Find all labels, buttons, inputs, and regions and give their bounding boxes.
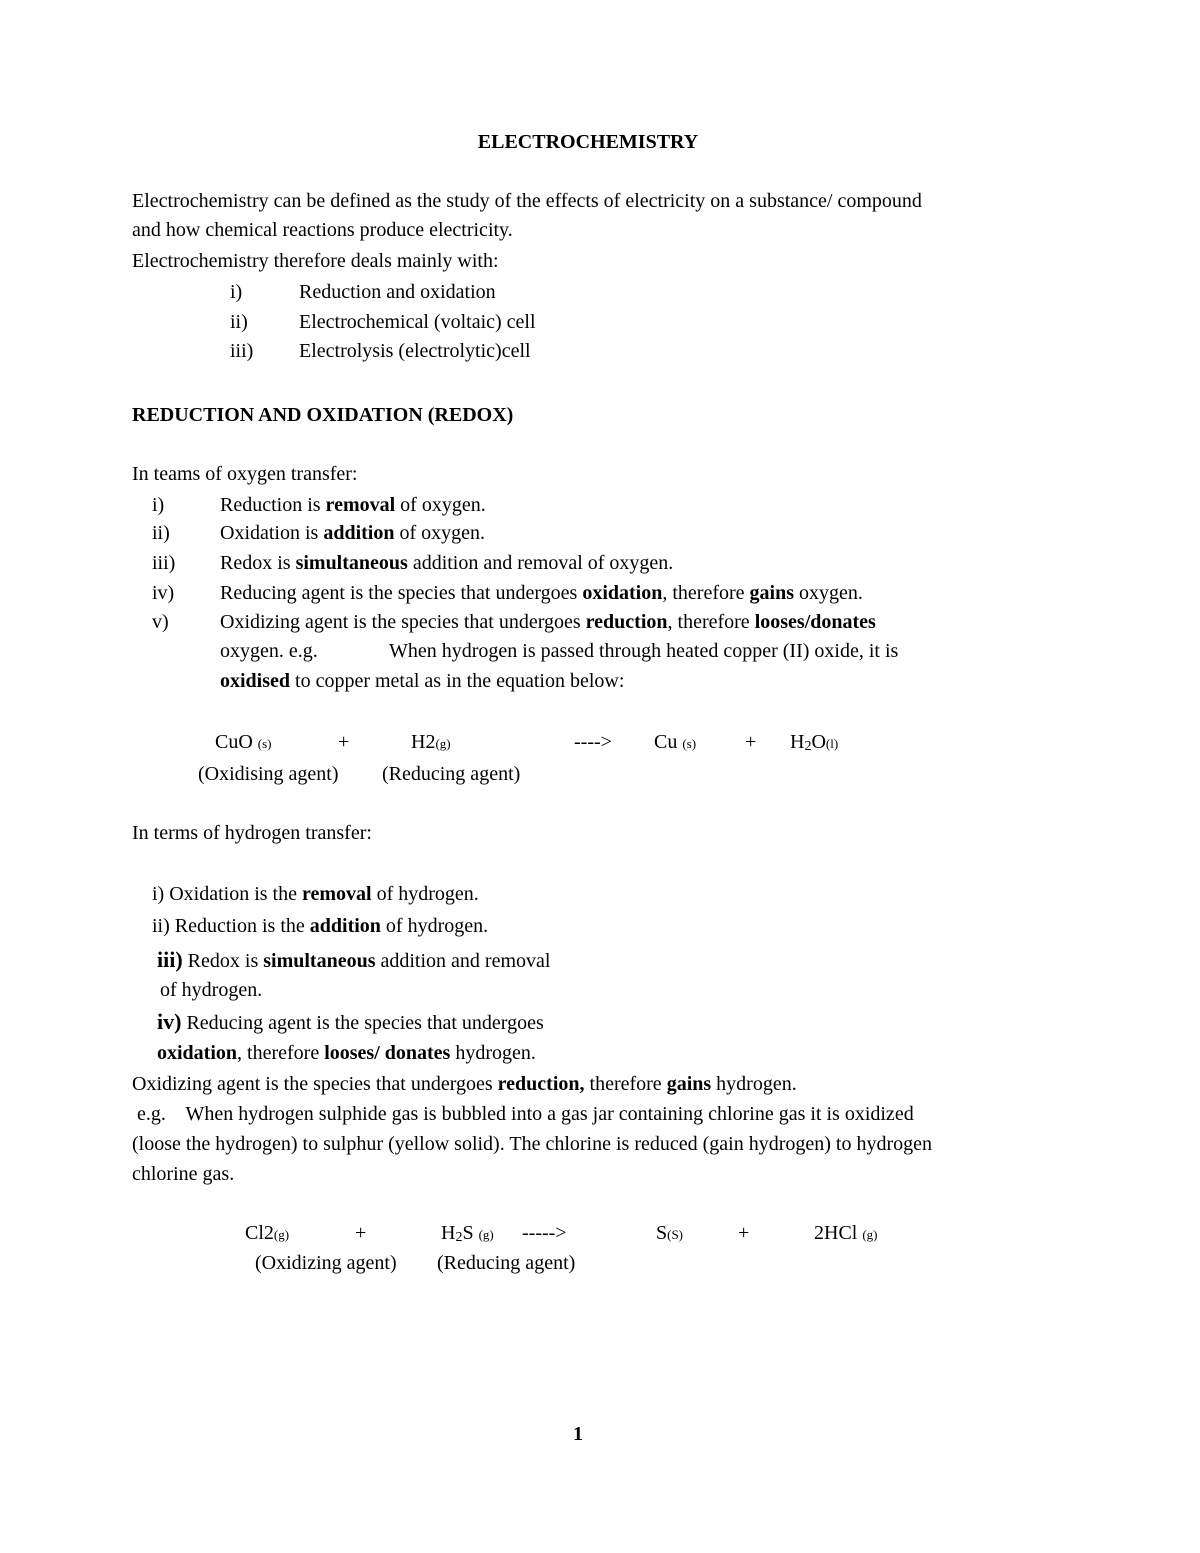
hydrogen-item-v: Oxidizing agent is the species that undergoes reduction, therefore gains hydrogen.: [132, 1073, 797, 1095]
oxygen-item-num: ii): [152, 522, 170, 544]
eq2-h2s: H2S (g): [441, 1222, 494, 1245]
oxygen-item-v-eg-label: oxygen. e.g.: [220, 640, 318, 662]
intro-line-2: and how chemical reactions produce electricity.: [132, 219, 513, 241]
oxygen-item-iv: Reducing agent is the species that undergoes oxidation, therefore gains oxygen.: [220, 582, 863, 604]
intro-item-text: Electrolysis (electrolytic)cell: [299, 340, 531, 362]
page-number: 1: [573, 1423, 583, 1445]
hydrogen-example-line-2: (loose the hydrogen) to sulphur (yellow solid). The chlorine is reduced (gain hydrogen) to hydrogen: [132, 1133, 932, 1155]
eq1-label-oxidising: (Oxidising agent): [198, 763, 339, 785]
oxygen-item-num: i): [152, 494, 165, 516]
hydrogen-item-iii-line2: of hydrogen.: [160, 979, 263, 1001]
oxygen-item-ii: Oxidation is addition of oxygen.: [220, 522, 486, 544]
eq1-arrow: ---->: [574, 731, 612, 753]
intro-line-3: Electrochemistry therefore deals mainly with:: [132, 250, 499, 272]
oxygen-item-num: iii): [152, 552, 176, 574]
hydrogen-example-line-1: e.g. When hydrogen sulphide gas is bubbled into a gas jar containing chlorine gas it is oxidized: [132, 1103, 914, 1125]
oxygen-item-iii: Redox is simultaneous addition and removal of oxygen.: [220, 552, 674, 574]
oxygen-item-v-line3: oxidised to copper metal as in the equation below:: [220, 670, 625, 692]
eq1-h2o: H2O(l): [790, 731, 839, 754]
eq2-hcl: 2HCl (g): [814, 1222, 878, 1244]
eq1-label-reducing: (Reducing agent): [382, 763, 521, 785]
intro-item-num: iii): [230, 340, 254, 362]
oxygen-item-num: v): [152, 611, 169, 633]
oxygen-item-v-eg-text: When hydrogen is passed through heated copper (II) oxide, it is: [389, 640, 899, 662]
page-title: ELECTROCHEMISTRY: [477, 131, 699, 153]
eq2-arrow: ----->: [522, 1222, 567, 1244]
eq1-h2: H2(g): [411, 731, 451, 753]
hydrogen-item-iii: iii) Redox is simultaneous addition and removal: [157, 947, 551, 972]
intro-item-text: Reduction and oxidation: [299, 281, 496, 303]
eq1-plus: +: [338, 731, 350, 753]
eq2-label-reducing: (Reducing agent): [437, 1252, 576, 1274]
oxygen-heading: In teams of oxygen transfer:: [132, 463, 358, 485]
hydrogen-item-iv: iv) Reducing agent is the species that undergoes: [157, 1009, 544, 1034]
intro-item-num: i): [230, 281, 243, 303]
hydrogen-item-i: i) Oxidation is the removal of hydrogen.: [152, 883, 479, 905]
eq1-cuo: CuO (s): [215, 731, 272, 753]
oxygen-item-num: iv): [152, 582, 175, 604]
intro-line-1: Electrochemistry can be defined as the study of the effects of electricity on a substance/ compound: [132, 190, 922, 212]
hydrogen-heading: In terms of hydrogen transfer:: [132, 822, 372, 844]
eq2-s: S(S): [656, 1222, 684, 1244]
eq2-plus: +: [738, 1222, 750, 1244]
hydrogen-item-iv-line2: oxidation, therefore looses/ donates hydrogen.: [157, 1042, 536, 1064]
intro-item-text: Electrochemical (voltaic) cell: [299, 311, 536, 333]
eq1-plus: +: [745, 731, 757, 753]
eq2-plus: +: [355, 1222, 367, 1244]
section-heading-redox: REDUCTION AND OXIDATION (REDOX): [132, 404, 514, 426]
hydrogen-example-line-3: chlorine gas.: [132, 1163, 235, 1185]
eq2-cl2: Cl2(g): [245, 1222, 290, 1244]
oxygen-item-i: Reduction is removal of oxygen.: [220, 494, 486, 516]
oxygen-item-v: Oxidizing agent is the species that undergoes reduction, therefore looses/donates: [220, 611, 876, 633]
hydrogen-item-ii: ii) Reduction is the addition of hydrogen.: [152, 915, 489, 937]
eq2-label-oxidizing: (Oxidizing agent): [255, 1252, 397, 1274]
intro-item-num: ii): [230, 311, 248, 333]
eq1-cu: Cu (s): [654, 731, 697, 753]
